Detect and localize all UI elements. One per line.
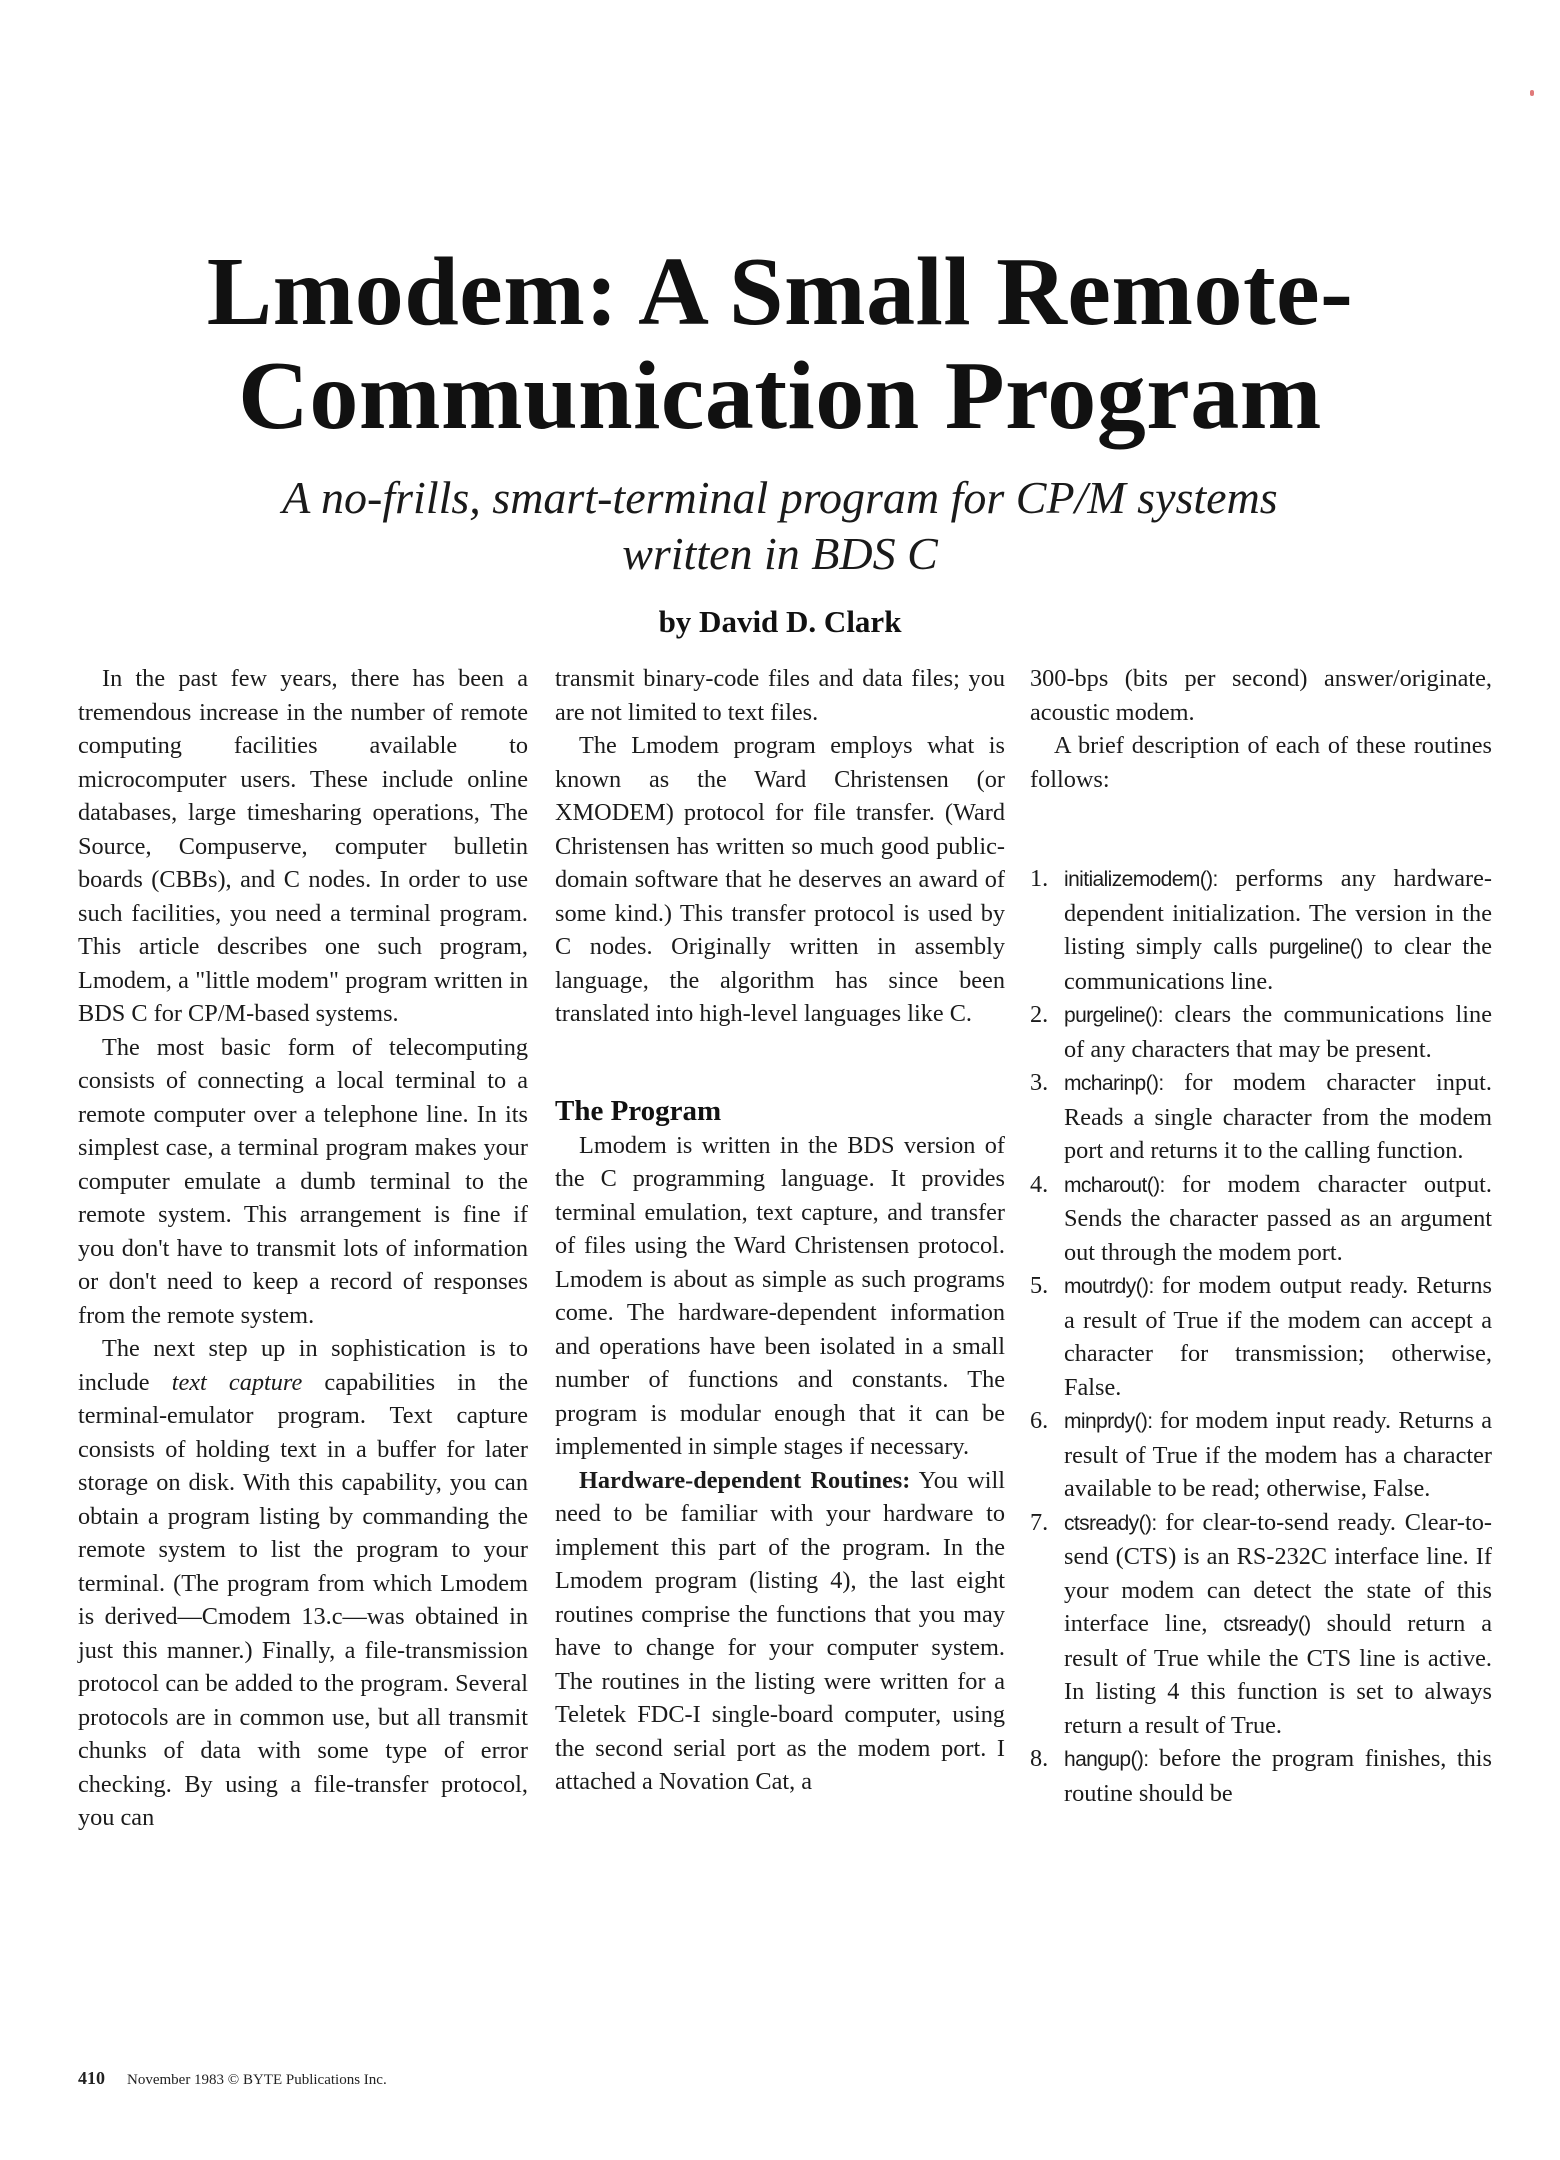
col1-p3-start: The next step up in sophistication is to include	[78, 1335, 528, 1396]
list-item-text: for modem character input. Reads a single character from the modem port and returns it to the calling function.	[1064, 1069, 1492, 1164]
list-item-text: for modem character output. Sends the character passed as an argument out through the modem port.	[1064, 1170, 1492, 1266]
col1-p3-end: capabilities in the terminal-emulator program. Text capture consists of holding text in a buffer for later storage on disk. With this capability, you can obtain a program listing by commanding the remote system to list the program to your terminal. (The program from which Lmodem is derived—Cmodem 13.c—was obtained in just this manner.) Finally, a file-transmission protocol can be added to the program. Several protocols are in common use, but all transmit chunks of data with some type of error checking. By using a file-transfer protocol, you can	[78, 1368, 528, 1831]
col2-paragraph-3: Lmodem is written in the BDS version of the C programming language. It provides terminal emulation, text capture, and transfer of files using the Ward Christensen protocol. Lmodem is about as simple as such programs come. The hardware-dependent information and operations have been isolated in a small number of functions and constants. The program is modular enough that it can be implemented in simple stages if necessary.	[555, 1131, 1005, 1460]
title-line-1: Lmodem: A Small Remote-	[206, 238, 1354, 346]
list-item-number: 3.	[1030, 1069, 1049, 1096]
list-item-number: 6.	[1030, 1407, 1049, 1434]
list-item	[1030, 1742, 1492, 1810]
subtitle-line-1: A no-frills, smart-terminal program for CP/M systems	[282, 472, 1278, 523]
routine-list	[1030, 862, 1492, 1810]
list-item-number: 8.	[1030, 1745, 1049, 1772]
col2-p4-text: You will need to be familiar with your hardware to implement this part of the program. In the Lmodem program (listing 4), the last eight routines comprise the functions that you may have to change for your computer system. The routines in the listing were written for a Teletek FDC-I single-board computer, using the second serial port as the modem port. I attached a Novation Cat, a	[555, 1466, 1005, 1795]
col1-p3-emphasis: text capture	[171, 1368, 303, 1396]
col2-paragraph-2: The Lmodem program employs what is known as the Ward Christensen (or XMODEM) protocol for file transfer. (Ward Christensen has written so much good public-domain software that he deserves an award of some kind.) This transfer protocol is used by C nodes. Originally written in assembly language, the algorithm has since been translated into high-level languages like C.	[555, 732, 1005, 1027]
list-item-text: for modem output ready. Returns a result of True if the modem can accept a character for transmission; otherwise, False.	[1064, 1272, 1492, 1401]
section-heading-the-program: The Program	[555, 1094, 722, 1127]
list-item-text: performs any hardware-dependent initialization. The version in the listing simply calls	[1064, 865, 1492, 960]
column-3	[1030, 662, 1492, 1810]
function-name: purgeline():	[1064, 1004, 1164, 1027]
list-item	[1030, 1168, 1492, 1270]
page-footer	[78, 2068, 387, 2089]
list-item-number: 7.	[1030, 1508, 1049, 1536]
function-name: initializemodem():	[1064, 868, 1218, 891]
byline: by David D. Clark	[658, 604, 902, 639]
list-item	[1030, 1269, 1492, 1404]
col1-paragraph-2: The most basic form of telecomputing consists of connecting a local terminal to a remote computer over a telephone line. In its simplest case, a terminal program makes your computer emulate a dumb terminal to the remote system. This arrangement is fine if you don't have to transmit lots of information or don't need to keep a record of responses from the remote system.	[78, 1033, 528, 1329]
function-name: moutrdy():	[1064, 1275, 1154, 1298]
list-item-text-cont: to clear the communications line.	[1064, 933, 1493, 995]
function-name-ref: purgeline()	[1268, 936, 1363, 959]
list-item	[1030, 998, 1492, 1066]
list-item	[1030, 1506, 1492, 1743]
list-spacer	[1030, 796, 1492, 862]
list-item-number: 5.	[1030, 1272, 1049, 1299]
list-item	[1030, 1404, 1492, 1506]
page-number: 410	[78, 2068, 105, 2088]
function-name-ref: ctsready()	[1223, 1613, 1311, 1636]
article-subtitle	[120, 470, 1440, 582]
list-item-text: for modem input ready. Returns a result of True if the modem has a character available to be read; otherwise, False.	[1064, 1407, 1492, 1502]
list-item-text: for clear-to-send ready. Clear-to-send (CTS) is an RS-232C interface line. If your modem can detect the state of this interface line,	[1064, 1508, 1492, 1637]
function-name: mcharinp():	[1064, 1072, 1164, 1095]
subtitle-line-2: written in BDS C	[622, 528, 938, 579]
function-name: minprdy():	[1064, 1410, 1153, 1433]
list-item-number: 4.	[1030, 1170, 1049, 1198]
col1-paragraph-3	[78, 1332, 528, 1835]
title-line-2: Communication Program	[238, 342, 1322, 450]
function-name: mcharout():	[1064, 1173, 1165, 1197]
list-item-number: 2.	[1030, 1001, 1049, 1028]
col2-paragraph-4	[555, 1464, 1005, 1799]
list-item-number: 1.	[1030, 865, 1049, 892]
list-item	[1030, 1066, 1492, 1168]
col3-paragraph-1: 300-bps (bits per second) answer/originate, acoustic modem.	[1030, 665, 1492, 726]
list-item-text: before the program finishes, this routine should be	[1064, 1745, 1492, 1807]
function-name: hangup():	[1064, 1748, 1149, 1771]
list-item	[1030, 862, 1492, 998]
list-item-text-cont: should return a result of True while the CTS line is active. In listing 4 this function is set to always return a result of True.	[1064, 1610, 1493, 1739]
list-item-text: clears the communications line of any characters that may be present.	[1064, 1001, 1492, 1063]
column-1	[78, 662, 528, 1835]
footer-credit: November 1983 © BYTE Publications Inc.	[127, 2072, 387, 2088]
scan-speck-mark	[1530, 90, 1534, 96]
col1-paragraph-1: In the past few years, there has been a tremendous increase in the number of remote computing facilities available to microcomputer users. These include online databases, large timesharing operations, The Source, Compuserve, computer bulletin boards (CBBs), and C nodes. In order to use such facilities, you need a terminal program. This article describes one such program, Lmodem, a "little modem" program written in BDS C for CP/M-based systems.	[78, 665, 528, 1027]
function-name: ctsready():	[1064, 1511, 1157, 1535]
runin-heading-hardware: Hardware-dependent Routines:	[579, 1466, 911, 1494]
column-2	[555, 662, 1005, 1799]
article-title	[60, 240, 1500, 448]
col3-paragraph-2: A brief description of each of these routines follows:	[1030, 732, 1492, 793]
col2-paragraph-1: transmit binary-code files and data files; you are not limited to text files.	[555, 665, 1005, 726]
